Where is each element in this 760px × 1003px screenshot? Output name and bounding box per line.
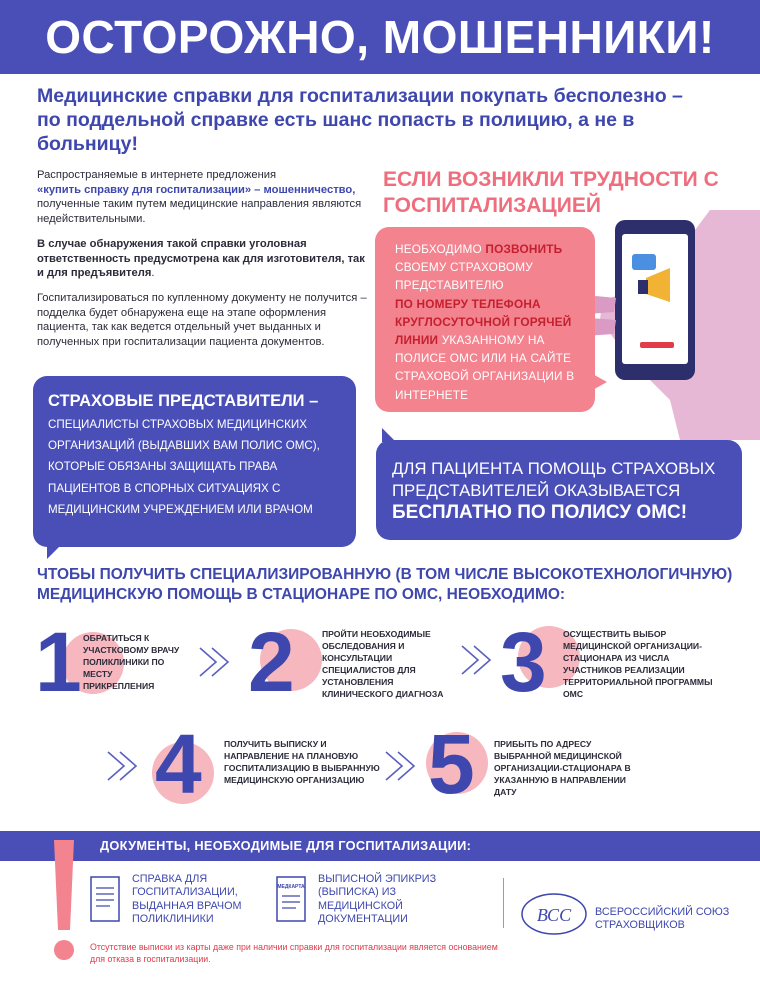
step-number: 2 bbox=[248, 615, 295, 709]
step-number: 4 bbox=[155, 717, 202, 811]
step-number: 3 bbox=[500, 615, 547, 709]
free-help-bold: БЕСПЛАТНО ПО ПОЛИСУ ОМС! bbox=[392, 502, 688, 523]
organization-name: ВСЕРОССИЙСКИЙ СОЮЗ СТРАХОВЩИКОВ bbox=[595, 906, 730, 932]
step-text: ОБРАТИТЬСЯ К УЧАСТКОВОМУ ВРАЧУ ПОЛИКЛИНИКИ ПО МЕСТУ ПРИКРЕПЛЕНИЯ bbox=[83, 633, 180, 692]
trouble-title: ЕСЛИ ВОЗНИКЛИ ТРУДНОСТИ С ГОСПИТАЛИЗАЦИЕЙ bbox=[383, 168, 719, 217]
hotline-call: ПОЗВОНИТЬ bbox=[485, 242, 563, 256]
header-banner bbox=[0, 0, 760, 74]
intro-paragraph bbox=[37, 168, 367, 226]
free-help-main: ДЛЯ ПАЦИЕНТА ПОМОЩЬ СТРАХОВЫХ ПРЕДСТАВИТЕЛЕЙ ОКАЗЫВАЕТСЯ bbox=[392, 459, 716, 500]
logo-text: ВСС bbox=[536, 905, 572, 925]
page-title: ОСТОРОЖНО, МОШЕННИКИ! bbox=[45, 11, 715, 63]
chevron-right-icon bbox=[104, 746, 144, 786]
chevron-right-icon bbox=[458, 640, 498, 680]
warning-text: Отсутствие выписки из карты даже при наличии справки для госпитализации является основанием для отказа в госпитализации. bbox=[90, 942, 498, 964]
hotline-s1: НЕОБХОДИМО bbox=[395, 242, 482, 256]
document-2-text: ВЫПИСНОЙ ЭПИКРИЗ (ВЫПИСКА) ИЗ МЕДИЦИНСКОЙ ДОКУМЕНТАЦИИ bbox=[318, 873, 437, 926]
fraud-phrase-link: «купить справку для госпитализации» – мошенничество, bbox=[37, 183, 356, 196]
intro-rest: полученные таким путем медицинские направления являются недействительными. bbox=[37, 198, 362, 225]
step-text: ПРОЙТИ НЕОБХОДИМЫЕ ОБСЛЕДОВАНИЯ И КОНСУЛЬТАЦИИ СПЕЦИАЛИСТОВ ДЛЯ УСТАНОВЛЕНИЯ КЛИНИЧЕСКОГО ДИАГНОЗА bbox=[322, 629, 444, 700]
intro-text: Распространяемые в интернете предложения bbox=[37, 169, 277, 181]
step-number: 5 bbox=[428, 717, 475, 811]
chevron-right-icon bbox=[382, 746, 422, 786]
free-help-text bbox=[392, 458, 737, 524]
detection-paragraph: Госпитализироваться по купленному документу не получится – подделка будет обнаружена еще на этапе оформления пациента, так как ведется отдельный учет выданных и полученных при госпитализации пациента документов. bbox=[37, 292, 367, 348]
chevron-right-icon bbox=[196, 642, 236, 682]
step-text: ПРИБЫТЬ ПО АДРЕСУ ВЫБРАННОЙ МЕДИЦИНСКОЙ ОРГАНИЗАЦИИ-СТАЦИОНАРА В УКАЗАННУЮ В НАПРАВЛЕНИИ ДАТУ bbox=[494, 739, 631, 798]
document-1-text: СПРАВКА ДЛЯ ГОСПИТАЛИЗАЦИИ, ВЫДАННАЯ ВРАЧОМ ПОЛИКЛИНИКИ bbox=[132, 873, 242, 926]
step-text: ПОЛУЧИТЬ ВЫПИСКУ И НАПРАВЛЕНИЕ НА ПЛАНОВУЮ ГОСПИТАЛИЗАЦИЮ В ВЫБРАННУЮ МЕДИЦИНСКУЮ ОРГАНИЗАЦИЮ bbox=[224, 739, 380, 786]
liability-paragraph bbox=[37, 237, 367, 281]
document-icon bbox=[90, 876, 120, 922]
vss-logo bbox=[520, 892, 588, 936]
step-text: ОСУЩЕСТВИТЬ ВЫБОР МЕДИЦИНСКОЙ ОРГАНИЗАЦИИ-СТАЦИОНАРА ИЗ ЧИСЛА УЧАСТНИКОВ РЕАЛИЗАЦИИ ТЕРРИТОРИАЛЬНОЙ ПРОГРАММЫ ОМС bbox=[563, 629, 713, 700]
hotline-number: ПО НОМЕРУ ТЕЛЕФОНА КРУГЛОСУТОЧНОЙ ГОРЯЧЕЙ ЛИНИИ bbox=[395, 296, 572, 348]
subtitle: Медицинские справки для госпитализации покупать бесполезно – по поддельной справке есть шанс попасть в полицию, а не в больницу! bbox=[37, 85, 683, 155]
hotline-s3: СВОЕМУ СТРАХОВОМУ ПРЕДСТАВИТЕЛЮ bbox=[395, 260, 533, 293]
exclamation-icon bbox=[34, 830, 94, 970]
divider bbox=[503, 878, 504, 928]
documents-title: ДОКУМЕНТЫ, НЕОБХОДИМЫЕ ДЛЯ ГОСПИТАЛИЗАЦИИ: bbox=[100, 838, 472, 853]
insurance-title: СТРАХОВЫЕ ПРЕДСТАВИТЕЛИ – bbox=[48, 392, 319, 410]
hotline-text bbox=[395, 240, 595, 404]
insurance-text: СПЕЦИАЛИСТЫ СТРАХОВЫХ МЕДИЦИНСКИХ ОРГАНИЗАЦИЙ (ВЫДАВШИХ ВАМ ПОЛИС ОМС), КОТОРЫЕ ОБЯЗАНЫ ЗАЩИЩАТЬ ПРАВА ПАЦИЕНТОВ В СПОРНЫХ СИТУАЦИЯХ С МЕДИЦИНСКИМ УЧРЕЖДЕНИЕМ ИЛИ ВРАЧОМ bbox=[48, 418, 320, 516]
hotline-s5: УКАЗАННОМУ НА ПОЛИСЕ ОМС ИЛИ НА САЙТЕ СТРАХОВОЙ ОРГАНИЗАЦИИ В ИНТЕРНЕТЕ bbox=[395, 333, 575, 402]
step-number: 1 bbox=[35, 615, 82, 709]
liability-text: В случае обнаружения такой справки уголовная ответственность предусмотрена как для изготовителя, так и для предъявителя bbox=[37, 238, 365, 280]
liability-dot: . bbox=[151, 267, 155, 280]
medical-card-label: МЕДКАРТА bbox=[277, 884, 305, 890]
steps-title: ЧТОБЫ ПОЛУЧИТЬ СПЕЦИАЛИЗИРОВАННУЮ (В ТОМ ЧИСЛЕ ВЫСОКОТЕХНОЛОГИЧНУЮ) МЕДИЦИНСКУЮ ПОМОЩЬ В СТАЦИОНАРЕ ПО ОМС, НЕОБХОДИМО: bbox=[37, 566, 733, 603]
medical-card-icon bbox=[276, 876, 306, 922]
